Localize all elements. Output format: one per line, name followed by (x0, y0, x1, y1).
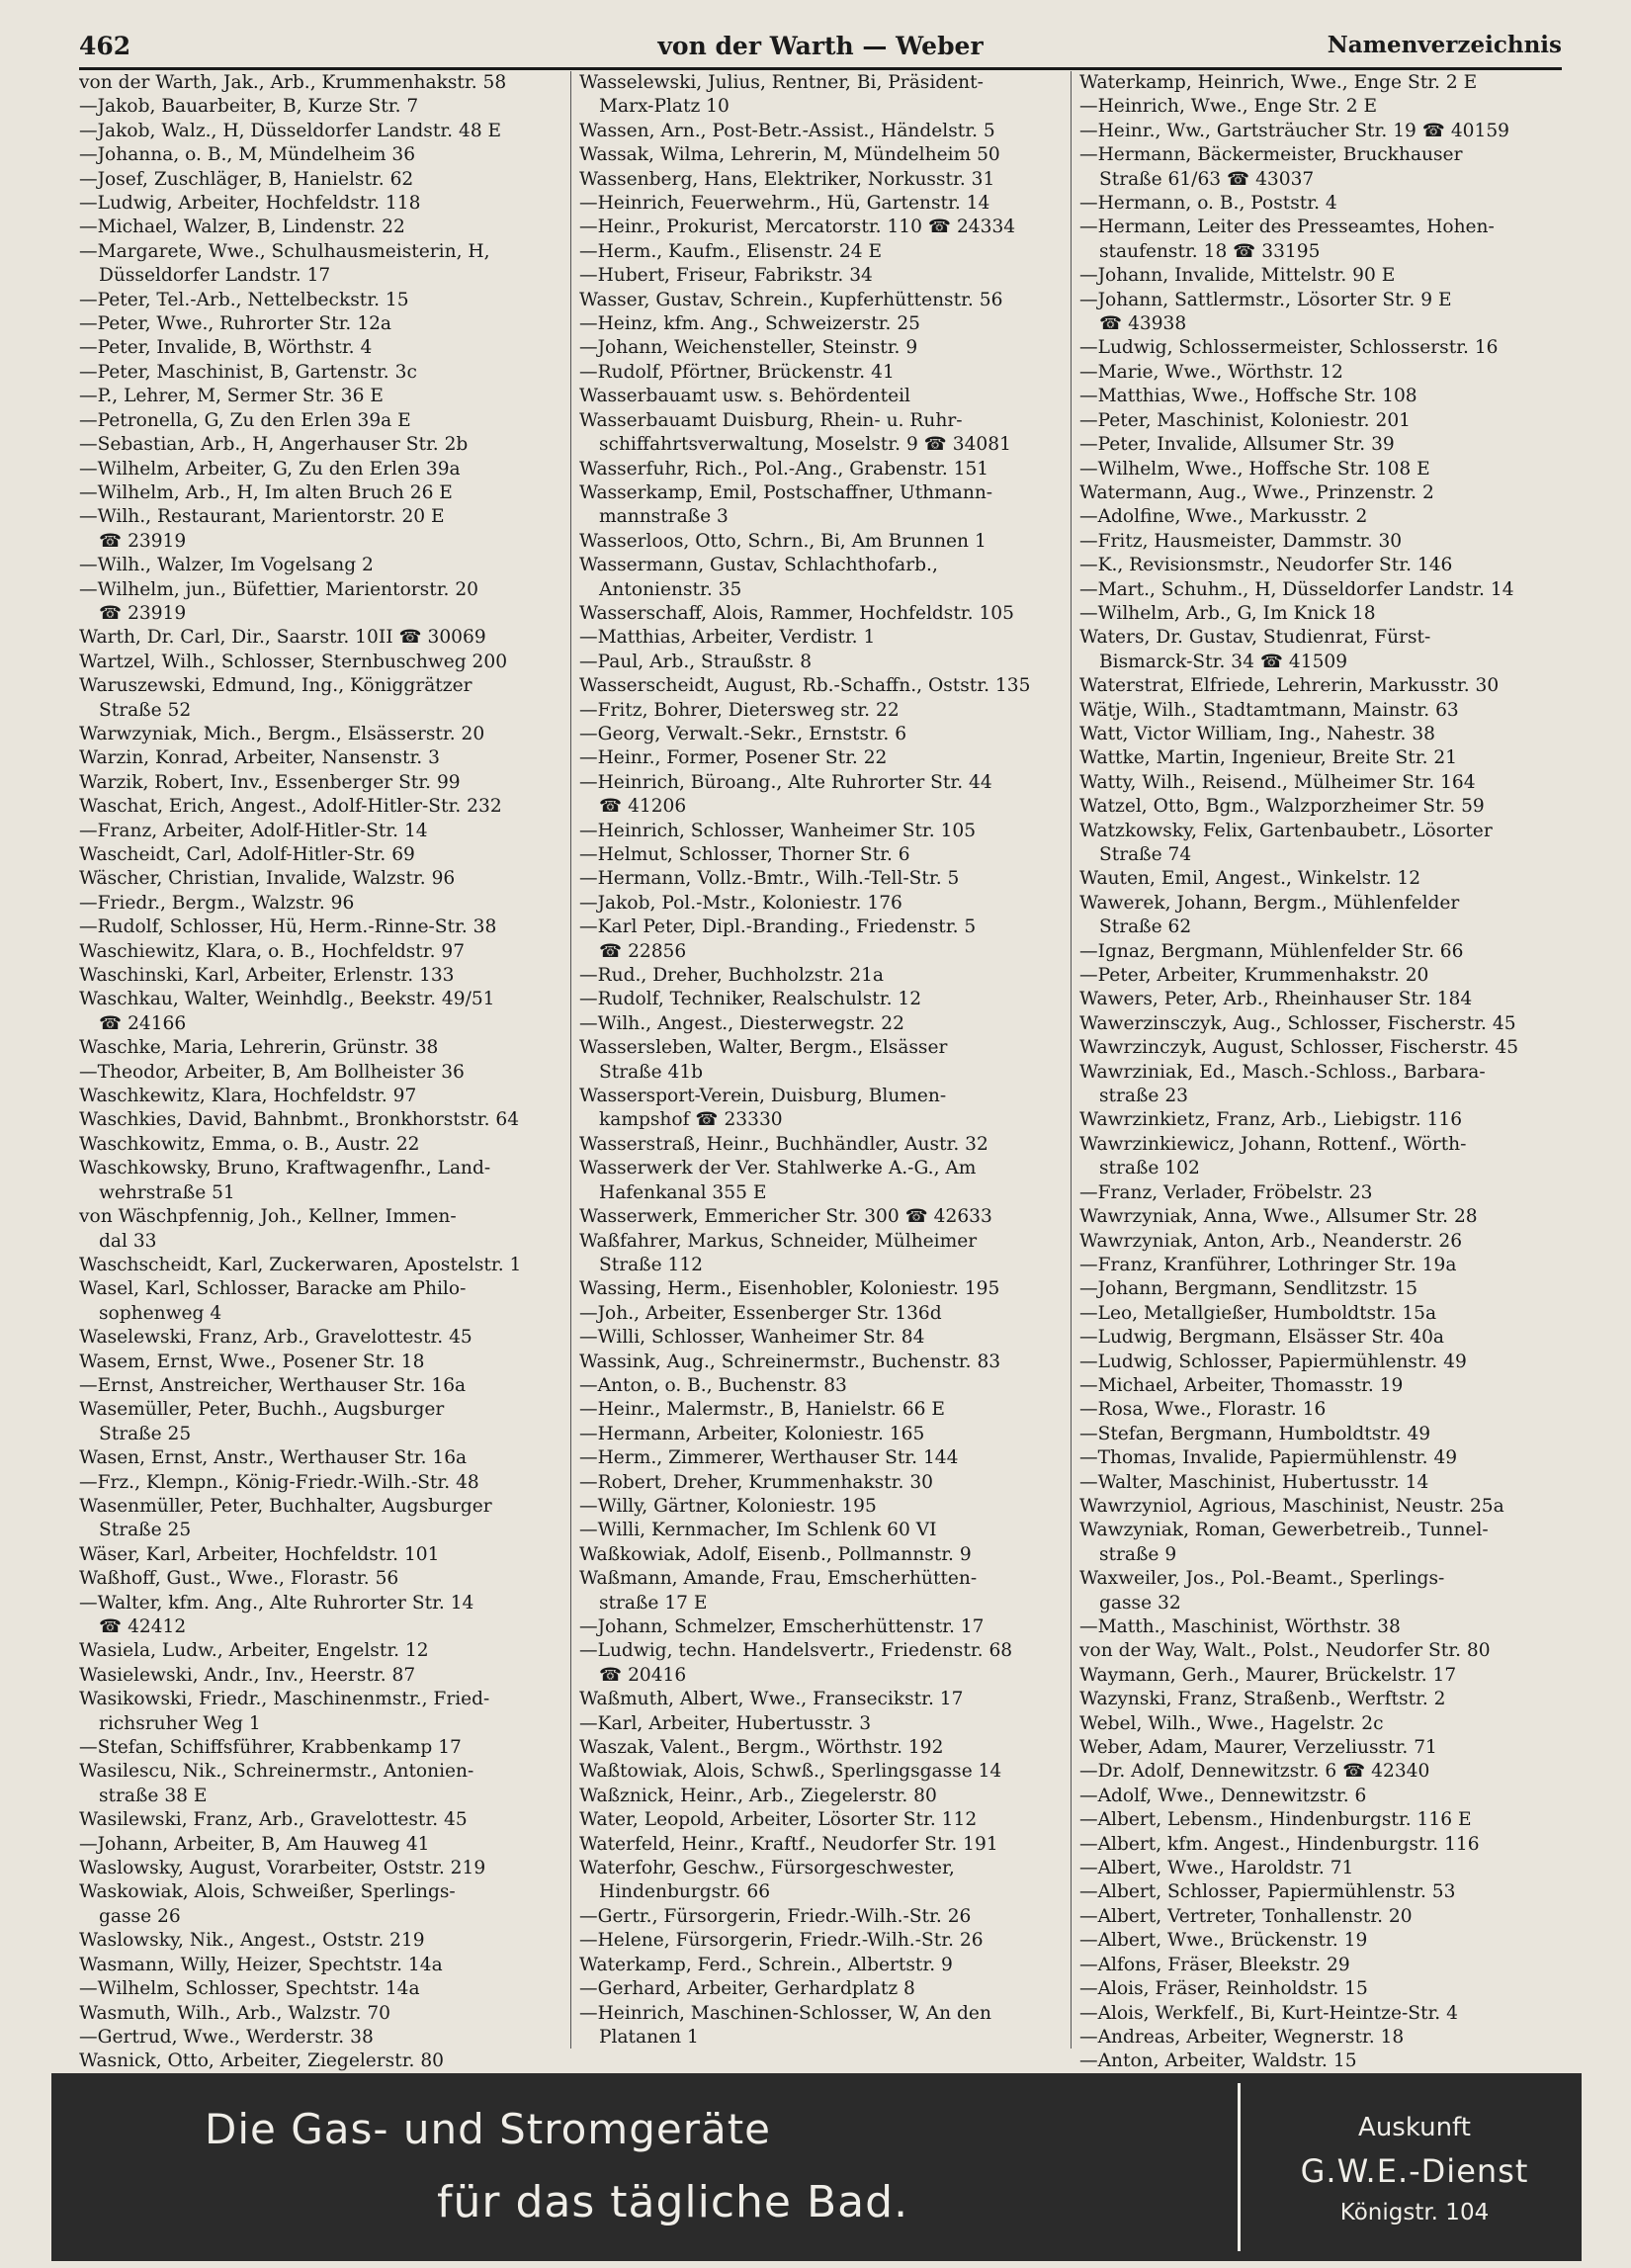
entry-continuation: straße 38 E (99, 1785, 208, 1806)
directory-entry: —Wilh., Angest., Diesterwegstr. 22 (579, 1012, 904, 1034)
directory-entry: —Wilhelm, Arbeiter, G, Zu den Erlen 39a (79, 458, 461, 480)
directory-entry: von der Warth, Jak., Arb., Krummenhakstr. 58 (79, 72, 507, 93)
directory-entry: Waxweiler, Jos., Pol.-Beamt., Sperlings- (1079, 1568, 1445, 1590)
directory-entry: —Albert, Lebensm., Hindenburgstr. 116 E (1079, 1809, 1472, 1831)
directory-entry: Warth, Dr. Carl, Dir., Saarstr. 10II ☎ 30069 (79, 627, 486, 649)
directory-entry: Warzik, Robert, Inv., Essenberger Str. 99 (79, 771, 461, 793)
entry-continuation: Bismarck-Str. 34 ☎ 41509 (1099, 651, 1348, 672)
directory-entry: Wäscher, Christian, Invalide, Walzstr. 96 (79, 868, 456, 890)
directory-entry: —P., Lehrer, M, Sermer Str. 36 E (79, 386, 384, 407)
directory-entry: —Stefan, Bergmann, Humboldtstr. 49 (1079, 1423, 1431, 1444)
ad-divider (1238, 2083, 1241, 2251)
entry-continuation: straße 9 (1099, 1543, 1177, 1565)
directory-entry: —Johann, Sattlermstr., Lösorter Str. 9 E (1079, 289, 1452, 310)
directory-entry: —Wilhelm, jun., Büfettier, Marientorstr. 20 (79, 578, 479, 600)
ad-slogan-line-1: Die Gas- und Stromgeräte (205, 2105, 772, 2153)
directory-entry: —Margarete, Wwe., Schulhausmeisterin, H, (79, 240, 490, 262)
directory-entry: Watty, Wilh., Reisend., Mülheimer Str. 164 (1079, 771, 1476, 793)
entry-continuation: Straße 41b (599, 1061, 704, 1083)
entry-continuation: Straße 62 (1099, 916, 1192, 938)
entry-continuation: ☎ 22856 (599, 940, 687, 962)
entry-continuation: ☎ 23919 (99, 530, 187, 552)
directory-entry: Waßznick, Heinr., Arb., Ziegelerstr. 80 (579, 1785, 937, 1806)
directory-entry: —Albert, Wwe., Haroldstr. 71 (1079, 1858, 1354, 1879)
directory-entry: Waterkamp, Heinrich, Wwe., Enge Str. 2 E (1079, 72, 1478, 93)
directory-entry: —Rudolf, Techniker, Realschulstr. 12 (579, 989, 922, 1010)
directory-entry: —K., Revisionsmstr., Neudorfer Str. 146 (1079, 555, 1453, 576)
directory-entry: Waschkowitz, Emma, o. B., Austr. 22 (79, 1133, 420, 1155)
directory-entry: Watt, Victor William, Ing., Nahestr. 38 (1079, 723, 1436, 744)
directory-entry: —Heinrich, Büroang., Alte Ruhrorter Str. 44 (579, 771, 992, 793)
directory-entry: Wassen, Arn., Post-Betr.-Assist., Händelstr. 5 (579, 120, 995, 141)
page-title: von der Warth — Weber (657, 32, 984, 60)
directory-entry: —Peter, Invalide, B, Wörthstr. 4 (79, 337, 373, 359)
directory-entry: Waßmuth, Albert, Wwe., Fransecikstr. 17 (579, 1689, 964, 1710)
page-number: 462 (79, 32, 131, 60)
directory-entry: —Heinr., Malermstr., B, Hanielstr. 66 E (579, 1399, 945, 1421)
directory-entry: —Ludwig, techn. Handelsvertr., Friedenstr. 68 (579, 1640, 1013, 1662)
directory-entry: Wawrzyniol, Agrious, Maschinist, Neustr. 25a (1079, 1495, 1504, 1517)
directory-entry: —Herm., Zimmerer, Werthauser Str. 144 (579, 1447, 959, 1469)
directory-entry: —Sebastian, Arb., H, Angerhauser Str. 2b (79, 434, 469, 456)
directory-entry: —Walter, kfm. Ang., Alte Ruhrorter Str. 14 (79, 1592, 474, 1614)
directory-entry: —Ludwig, Schlossermeister, Schlosserstr. 16 (1079, 337, 1499, 359)
directory-entry: Warzin, Konrad, Arbeiter, Nansenstr. 3 (79, 747, 440, 769)
directory-entry: Waßkowiak, Adolf, Eisenb., Pollmannstr. 9 (579, 1543, 972, 1565)
directory-entry: —Robert, Dreher, Krummenhakstr. 30 (579, 1471, 933, 1493)
column-divider (570, 71, 571, 2049)
entry-continuation: straße 17 E (599, 1592, 708, 1614)
directory-entry: Wasnick, Otto, Arbeiter, Ziegelerstr. 80 (79, 2050, 445, 2072)
directory-entry: Wawers, Peter, Arb., Rheinhauser Str. 184 (1079, 989, 1473, 1010)
page-header (79, 26, 1562, 70)
directory-entry: —Ignaz, Bergmann, Mühlenfelder Str. 66 (1079, 940, 1464, 962)
directory-entry: —Frz., Klempn., König-Friedr.-Wilh.-Str. 48 (79, 1471, 479, 1493)
directory-entry: —Paul, Arb., Straußstr. 8 (579, 651, 813, 672)
directory-entry: Wasserwerk, Emmericher Str. 300 ☎ 42633 (579, 1206, 992, 1228)
directory-entry: Waßfahrer, Markus, Schneider, Mülheimer (579, 1230, 978, 1252)
directory-entry: —Wilh., Restaurant, Marientorstr. 20 E (79, 506, 445, 528)
directory-entry: Waßmann, Amande, Frau, Emscherhütten- (579, 1568, 978, 1590)
directory-entry: Wasser, Gustav, Schrein., Kupferhüttenstr. 56 (579, 289, 1003, 310)
directory-entry: Wasenmüller, Peter, Buchhalter, Augsburger (79, 1495, 492, 1517)
directory-entry: Waterkamp, Ferd., Schrein., Albertstr. 9 (579, 1954, 953, 1975)
directory-entry: —Stefan, Schiffsführer, Krabbenkamp 17 (79, 1737, 462, 1759)
directory-entry: —Peter, Maschinist, B, Gartenstr. 3c (79, 361, 417, 383)
directory-entry: Waszak, Valent., Bergm., Wörthstr. 192 (579, 1737, 944, 1759)
directory-entry: Wassenberg, Hans, Elektriker, Norkusstr. 31 (579, 168, 995, 190)
directory-entry: Webel, Wilh., Wwe., Hagelstr. 2c (1079, 1712, 1384, 1734)
directory-entry: Wasmuth, Wilh., Arb., Walzstr. 70 (79, 2002, 390, 2024)
directory-entry: —Johann, Invalide, Mittelstr. 90 E (1079, 265, 1396, 287)
directory-entry: —Michael, Arbeiter, Thomasstr. 19 (1079, 1374, 1404, 1396)
directory-entry: —Ludwig, Schlosser, Papiermühlenstr. 49 (1079, 1351, 1467, 1372)
directory-entry: Wassink, Aug., Schreinermstr., Buchenstr. 83 (579, 1351, 1001, 1372)
entry-continuation: Straße 61/63 ☎ 43037 (1099, 168, 1315, 190)
directory-entry: Wasilescu, Nik., Schreinermstr., Antonien- (79, 1761, 474, 1783)
directory-entry: —Heinrich, Schlosser, Wanheimer Str. 105 (579, 820, 977, 841)
entry-continuation: gasse 26 (99, 1905, 181, 1927)
directory-entry: —Ludwig, Arbeiter, Hochfeldstr. 118 (79, 193, 421, 215)
entry-continuation: Marx-Platz 10 (599, 96, 730, 118)
directory-entry: —Georg, Verwalt.-Sekr., Ernststr. 6 (579, 723, 907, 744)
directory-entry: Wauten, Emil, Angest., Winkelstr. 12 (1079, 868, 1421, 890)
directory-entry: Wasikowski, Friedr., Maschinenmstr., Fried- (79, 1689, 490, 1710)
column-divider (1071, 71, 1072, 2049)
directory-entry: —Heinz, kfm. Ang., Schweizerstr. 25 (579, 313, 921, 335)
entry-continuation: Platanen 1 (599, 2026, 699, 2048)
directory-entry: Waschkewitz, Klara, Hochfeldstr. 97 (79, 1086, 417, 1107)
directory-entry: Wassersport-Verein, Duisburg, Blumen- (579, 1086, 947, 1107)
directory-entry: —Rosa, Wwe., Florastr. 16 (1079, 1399, 1327, 1421)
directory-entry: —Willy, Gärtner, Koloniestr. 195 (579, 1495, 877, 1517)
directory-entry: —Rud., Dreher, Buchholzstr. 21a (579, 965, 885, 987)
directory-entry: —Hermann, Bäckermeister, Bruckhauser (1079, 144, 1463, 166)
entry-continuation: Straße 25 (99, 1520, 192, 1541)
directory-entry: Wawzyniak, Roman, Gewerbetreib., Tunnel- (1079, 1520, 1489, 1541)
directory-entry: —Gerhard, Arbeiter, Gerhardplatz 8 (579, 1978, 915, 2000)
directory-entry: —Peter, Tel.-Arb., Nettelbeckstr. 15 (79, 289, 409, 310)
entry-continuation: ☎ 23919 (99, 602, 187, 624)
directory-entry: Waschkies, David, Bahnbmt., Bronkhorststr. 64 (79, 1109, 520, 1131)
directory-entry: Wawrzinczyk, August, Schlosser, Fischerstr. 45 (1079, 1037, 1519, 1059)
directory-entry: —Hubert, Friseur, Fabrikstr. 34 (579, 265, 873, 287)
directory-entry: Wawrzyniak, Anton, Arb., Neanderstr. 26 (1079, 1230, 1463, 1252)
directory-entry: Waschke, Maria, Lehrerin, Grünstr. 38 (79, 1037, 439, 1059)
directory-entry: Wassing, Herm., Eisenhobler, Koloniestr. 195 (579, 1278, 1000, 1300)
ad-slogan-line-2: für das tägliche Bad. (437, 2177, 909, 2227)
directory-entry: Wasielewski, Andr., Inv., Heerstr. 87 (79, 1664, 416, 1686)
directory-entry: —Alfons, Fräser, Bleekstr. 29 (1079, 1954, 1350, 1975)
entry-continuation: Antonienstr. 35 (599, 578, 742, 600)
directory-entry: —Franz, Kranführer, Lothringer Str. 19a (1079, 1254, 1457, 1275)
advertisement-banner (51, 2073, 1582, 2261)
directory-entry: —Andreas, Arbeiter, Wegnerstr. 18 (1079, 2026, 1405, 2048)
entry-continuation: Straße 25 (99, 1423, 192, 1444)
directory-entry: —Hermann, o. B., Poststr. 4 (1079, 193, 1337, 215)
directory-entry: —Helene, Fürsorgerin, Friedr.-Wilh.-Str. 26 (579, 1930, 984, 1952)
directory-entry: —Jakob, Walz., H, Düsseldorfer Landstr. 48 E (79, 120, 502, 141)
entry-continuation: Hafenkanal 355 E (599, 1181, 767, 1203)
directory-entry: Wätje, Wilh., Stadtamtmann, Mainstr. 63 (1079, 699, 1459, 721)
directory-entry: Waterfeld, Heinr., Kraftf., Neudorfer Str. 191 (579, 1833, 998, 1855)
directory-entry: Wasserschaff, Alois, Rammer, Hochfeldstr. 105 (579, 602, 1014, 624)
entry-continuation: ☎ 24166 (99, 1012, 187, 1034)
directory-entry: Waruszewski, Edmund, Ing., Königgrätzer (79, 675, 472, 697)
directory-entry: —Helmut, Schlosser, Thorner Str. 6 (579, 844, 910, 865)
entry-continuation: Straße 52 (99, 699, 192, 721)
entry-continuation: ☎ 42412 (99, 1616, 187, 1637)
directory-entry: —Anton, Arbeiter, Waldstr. 15 (1079, 2050, 1357, 2072)
directory-entry: Waselewski, Franz, Arb., Gravelottestr. 45 (79, 1327, 472, 1349)
entry-continuation: ☎ 41206 (599, 796, 687, 818)
directory-entry: —Hermann, Leiter des Presseamtes, Hohen- (1079, 217, 1495, 238)
directory-entry: —Mart., Schuhm., H, Düsseldorfer Landstr. 14 (1079, 578, 1514, 600)
directory-entry: Water, Leopold, Arbeiter, Lösorter Str. 112 (579, 1809, 978, 1831)
directory-entry: —Johanna, o. B., M, Mündelheim 36 (79, 144, 416, 166)
directory-entry: Wasserstraß, Heinr., Buchhändler, Austr. 32 (579, 1133, 988, 1155)
directory-entry: —Marie, Wwe., Wörthstr. 12 (1079, 361, 1343, 383)
directory-entry: Waßhoff, Gust., Wwe., Florastr. 56 (79, 1568, 399, 1590)
directory-entry: Waterstrat, Elfriede, Lehrerin, Markusstr. 30 (1079, 675, 1500, 697)
directory-entry: Waschinski, Karl, Arbeiter, Erlenstr. 133 (79, 965, 455, 987)
entry-continuation: ☎ 43938 (1099, 313, 1187, 335)
directory-entry: Waterfohr, Geschw., Fürsorgeschwester, (579, 1858, 955, 1879)
entry-continuation: dal 33 (99, 1230, 157, 1252)
directory-column-1 (79, 71, 561, 2072)
directory-entry: Wawrzinkiewicz, Johann, Rottenf., Wörth- (1079, 1133, 1467, 1155)
directory-entry: —Karl, Arbeiter, Hubertusstr. 3 (579, 1712, 872, 1734)
directory-entry: Wasmann, Willy, Heizer, Spechtstr. 14a (79, 1954, 443, 1975)
directory-entry: Waschscheidt, Karl, Zuckerwaren, Apostelstr. 1 (79, 1254, 522, 1275)
entry-continuation: sophenweg 4 (99, 1302, 222, 1324)
directory-entry: Warwzyniak, Mich., Bergm., Elsässerstr. 20 (79, 723, 485, 744)
directory-entry: Wasem, Ernst, Wwe., Posener Str. 18 (79, 1351, 425, 1372)
directory-entry: Wawrzyniak, Anna, Wwe., Allsumer Str. 28 (1079, 1206, 1478, 1228)
directory-entry: von der Way, Walt., Polst., Neudorfer Str. 80 (1079, 1640, 1491, 1662)
entry-continuation: Düsseldorfer Landstr. 17 (99, 265, 331, 287)
directory-entry: Waschat, Erich, Angest., Adolf-Hitler-Str. 232 (79, 796, 502, 818)
directory-entry: —Michael, Walzer, B, Lindenstr. 22 (79, 217, 405, 238)
directory-entry: Waymann, Gerh., Maurer, Brückelstr. 17 (1079, 1664, 1457, 1686)
directory-entry: —Dr. Adolf, Dennewitzstr. 6 ☎ 42340 (1079, 1761, 1430, 1783)
directory-entry: —Matthias, Wwe., Hoffsche Str. 108 (1079, 386, 1417, 407)
directory-column-3 (1079, 71, 1562, 2072)
entry-continuation: Hindenburgstr. 66 (599, 1881, 771, 1903)
directory-entry: —Anton, o. B., Buchenstr. 83 (579, 1374, 847, 1396)
directory-entry: —Albert, Schlosser, Papiermühlenstr. 53 (1079, 1881, 1456, 1903)
directory-entry: —Heinrich, Feuerwehrm., Hü, Gartenstr. 14 (579, 193, 990, 215)
directory-entry: —Gertr., Fürsorgerin, Friedr.-Wilh.-Str. 26 (579, 1905, 972, 1927)
directory-entry: —Walter, Maschinist, Hubertusstr. 14 (1079, 1471, 1429, 1493)
entry-continuation: schiffahrtsverwaltung, Moselstr. 9 ☎ 34081 (599, 434, 1011, 456)
directory-entry: Wasserscheidt, August, Rb.-Schaffn., Oststr. 135 (579, 675, 1031, 697)
directory-entry: —Peter, Maschinist, Koloniestr. 201 (1079, 409, 1411, 431)
directory-entry: —Albert, Vertreter, Tonhallenstr. 20 (1079, 1905, 1413, 1927)
directory-entry: —Heinr., Ww., Gartsträucher Str. 19 ☎ 40159 (1079, 120, 1509, 141)
directory-entry: —Friedr., Bergm., Walzstr. 96 (79, 892, 355, 914)
directory-entry: Waßtowiak, Alois, Schwß., Sperlingsgasse 14 (579, 1761, 1002, 1783)
directory-entry: Waslowsky, August, Vorarbeiter, Oststr. 219 (79, 1858, 486, 1879)
directory-entry: Wasserloos, Otto, Schrn., Bi, Am Brunnen 1 (579, 530, 987, 552)
directory-entry: —Hermann, Arbeiter, Koloniestr. 165 (579, 1423, 925, 1444)
directory-entry: Wassersleben, Walter, Bergm., Elsässer (579, 1037, 948, 1059)
entry-continuation: richsruher Weg 1 (99, 1712, 261, 1734)
directory-entry: —Jakob, Pol.-Mstr., Koloniestr. 176 (579, 892, 902, 914)
directory-entry: —Franz, Arbeiter, Adolf-Hitler-Str. 14 (79, 820, 428, 841)
directory-entry: —Fritz, Bohrer, Dietersweg str. 22 (579, 699, 900, 721)
directory-entry: —Albert, Wwe., Brückenstr. 19 (1079, 1930, 1368, 1952)
directory-entry: Waslowsky, Nik., Angest., Oststr. 219 (79, 1930, 425, 1952)
directory-entry: —Jakob, Bauarbeiter, B, Kurze Str. 7 (79, 96, 419, 118)
directory-columns (79, 71, 1562, 2072)
directory-entry: Wasel, Karl, Schlosser, Baracke am Philo- (79, 1278, 467, 1300)
directory-entry: von Wäschpfennig, Joh., Kellner, Immen- (79, 1206, 457, 1228)
entry-continuation: straße 23 (1099, 1086, 1188, 1107)
directory-entry: Wasserbauamt usw. s. Behördenteil (579, 386, 911, 407)
directory-entry: —Rudolf, Schlosser, Hü, Herm.-Rinne-Str. 38 (79, 916, 497, 938)
directory-entry: —Johann, Schmelzer, Emscherhüttenstr. 17 (579, 1616, 985, 1637)
directory-entry: —Thomas, Invalide, Papiermühlenstr. 49 (1079, 1447, 1458, 1469)
ad-contact (1247, 2073, 1582, 2261)
directory-entry: —Heinrich, Maschinen-Schlosser, W, An den (579, 2002, 991, 2024)
directory-entry: —Heinr., Prokurist, Mercatorstr. 110 ☎ 24334 (579, 217, 1016, 238)
directory-entry: —Johann, Arbeiter, B, Am Hauweg 41 (79, 1833, 430, 1855)
entry-continuation: wehrstraße 51 (99, 1181, 235, 1203)
directory-entry: —Franz, Verlader, Fröbelstr. 23 (1079, 1181, 1373, 1203)
directory-entry: Wawerek, Johann, Bergm., Mühlenfelder (1079, 892, 1460, 914)
entry-continuation: mannstraße 3 (599, 506, 729, 528)
directory-entry: —Leo, Metallgießer, Humboldtstr. 15a (1079, 1302, 1437, 1324)
entry-continuation: ☎ 20416 (599, 1664, 687, 1686)
directory-entry: Wattke, Martin, Ingenieur, Breite Str. 21 (1079, 747, 1458, 769)
entry-continuation: Straße 74 (1099, 844, 1192, 865)
directory-entry: Watzkowsky, Felix, Gartenbaubetr., Lösorter (1079, 820, 1493, 841)
directory-entry: —Heinrich, Wwe., Enge Str. 2 E (1079, 96, 1378, 118)
directory-entry: —Peter, Wwe., Ruhrorter Str. 12a (79, 313, 391, 335)
directory-entry: —Alois, Werkfelf., Bi, Kurt-Heintze-Str. 4 (1079, 2002, 1458, 2024)
directory-entry: —Matthias, Arbeiter, Verdistr. 1 (579, 627, 876, 649)
directory-entry: —Wilh., Walzer, Im Vogelsang 2 (79, 555, 374, 576)
directory-entry: Waskowiak, Alois, Schweißer, Sperlings- (79, 1881, 456, 1903)
directory-entry: —Ernst, Anstreicher, Werthauser Str. 16a (79, 1374, 467, 1396)
directory-entry: —Karl Peter, Dipl.-Branding., Friedenstr. 5 (579, 916, 977, 938)
directory-entry: Watzel, Otto, Bgm., Walzporzheimer Str. 59 (1079, 796, 1485, 818)
directory-entry: —Adolf, Wwe., Dennewitzstr. 6 (1079, 1785, 1367, 1806)
directory-entry: Weber, Adam, Maurer, Verzeliusstr. 71 (1079, 1737, 1437, 1759)
directory-entry: Wasselewski, Julius, Rentner, Bi, Präsident- (579, 72, 984, 93)
ad-contact-label: Auskunft (1358, 2113, 1471, 2142)
directory-entry: Waschkowsky, Bruno, Kraftwagenfhr., Land- (79, 1158, 491, 1179)
directory-entry: Wartzel, Wilh., Schlosser, Sternbuschweg 200 (79, 651, 508, 672)
directory-entry: Waters, Dr. Gustav, Studienrat, Fürst- (1079, 627, 1431, 649)
directory-entry: —Joh., Arbeiter, Essenberger Str. 136d (579, 1302, 942, 1324)
section-title: Namenverzeichnis (1327, 32, 1562, 58)
directory-entry: Wassermann, Gustav, Schlachthofarb., (579, 555, 938, 576)
directory-entry: —Gertrud, Wwe., Werderstr. 38 (79, 2026, 374, 2048)
directory-entry: Wasserbauamt Duisburg, Rhein- u. Ruhr- (579, 409, 963, 431)
directory-entry: Wazynski, Franz, Straßenb., Werftstr. 2 (1079, 1689, 1446, 1710)
directory-entry: —Adolfine, Wwe., Markusstr. 2 (1079, 506, 1368, 528)
directory-entry: —Wilhelm, Arb., H, Im alten Bruch 26 E (79, 481, 453, 503)
directory-entry: —Wilhelm, Wwe., Hoffsche Str. 108 E (1079, 458, 1430, 480)
directory-entry: —Wilhelm, Schlosser, Spechtstr. 14a (79, 1978, 420, 2000)
entry-continuation: gasse 32 (1099, 1592, 1181, 1614)
directory-entry: —Willi, Kernmacher, Im Schlenk 60 VI (579, 1520, 937, 1541)
directory-entry: Wasemüller, Peter, Buchh., Augsburger (79, 1399, 445, 1421)
directory-entry: Wasserfuhr, Rich., Pol.-Ang., Grabenstr. 151 (579, 458, 989, 480)
directory-entry: Wawrzinkietz, Franz, Arb., Liebigstr. 116 (1079, 1109, 1463, 1131)
directory-entry: Waschkau, Walter, Weinhdlg., Beekstr. 49/51 (79, 989, 495, 1010)
directory-entry: Wasserkamp, Emil, Postschaffner, Uthmann- (579, 481, 993, 503)
entry-continuation: staufenstr. 18 ☎ 33195 (1099, 240, 1321, 262)
directory-entry: —Albert, kfm. Angest., Hindenburgstr. 116 (1079, 1833, 1480, 1855)
directory-entry: —Wilhelm, Arb., G, Im Knick 18 (1079, 602, 1376, 624)
directory-entry: Wasen, Ernst, Anstr., Werthauser Str. 16a (79, 1447, 468, 1469)
directory-entry: Wasiela, Ludw., Arbeiter, Engelstr. 12 (79, 1640, 429, 1662)
directory-entry: Waschiewitz, Klara, o. B., Hochfeldstr. 97 (79, 940, 466, 962)
entry-continuation: straße 102 (1099, 1158, 1200, 1179)
directory-entry: —Peter, Arbeiter, Krummenhakstr. 20 (1079, 965, 1429, 987)
directory-entry: Wascheidt, Carl, Adolf-Hitler-Str. 69 (79, 844, 415, 865)
ad-contact-service: G.W.E.-Dienst (1300, 2152, 1529, 2190)
directory-entry: Wasilewski, Franz, Arb., Gravelottestr. 45 (79, 1809, 468, 1831)
directory-entry: —Rudolf, Pförtner, Brückenstr. 41 (579, 361, 895, 383)
directory-entry: Wassak, Wilma, Lehrerin, M, Mündelheim 50 (579, 144, 1000, 166)
directory-entry: —Willi, Schlosser, Wanheimer Str. 84 (579, 1327, 925, 1349)
directory-entry: —Herm., Kaufm., Elisenstr. 24 E (579, 240, 883, 262)
ad-slogan (51, 2073, 1238, 2261)
directory-entry: —Alois, Fräser, Reinholdstr. 15 (1079, 1978, 1368, 2000)
directory-entry: —Josef, Zuschläger, B, Hanielstr. 62 (79, 168, 414, 190)
directory-entry: —Peter, Invalide, Allsumer Str. 39 (1079, 434, 1395, 456)
directory-entry: —Ludwig, Bergmann, Elsässer Str. 40a (1079, 1327, 1445, 1349)
entry-continuation: kampshof ☎ 23330 (599, 1109, 783, 1131)
directory-entry: —Matth., Maschinist, Wörthstr. 38 (1079, 1616, 1401, 1637)
directory-entry: —Heinr., Former, Posener Str. 22 (579, 747, 888, 769)
directory-entry: Watermann, Aug., Wwe., Prinzenstr. 2 (1079, 481, 1434, 503)
directory-entry: Wäser, Karl, Arbeiter, Hochfeldstr. 101 (79, 1543, 440, 1565)
directory-entry: —Johann, Weichensteller, Steinstr. 9 (579, 337, 918, 359)
directory-entry: Wawrziniak, Ed., Masch.-Schloss., Barbara- (1079, 1061, 1486, 1083)
directory-entry: —Petronella, G, Zu den Erlen 39a E (79, 409, 411, 431)
ad-contact-address: Königstr. 104 (1339, 2200, 1490, 2225)
directory-column-2 (579, 71, 1062, 2049)
entry-continuation: Straße 112 (599, 1254, 704, 1275)
directory-entry: Wawerzinsczyk, Aug., Schlosser, Fischerstr. 45 (1079, 1012, 1516, 1034)
directory-entry: Wasserwerk der Ver. Stahlwerke A.-G., Am (579, 1158, 977, 1179)
directory-entry: —Fritz, Hausmeister, Dammstr. 30 (1079, 530, 1403, 552)
directory-entry: —Hermann, Vollz.-Bmtr., Wilh.-Tell-Str. 5 (579, 868, 960, 890)
directory-entry: —Johann, Bergmann, Sendlitzstr. 15 (1079, 1278, 1418, 1300)
directory-entry: —Theodor, Arbeiter, B, Am Bollheister 36 (79, 1061, 465, 1083)
